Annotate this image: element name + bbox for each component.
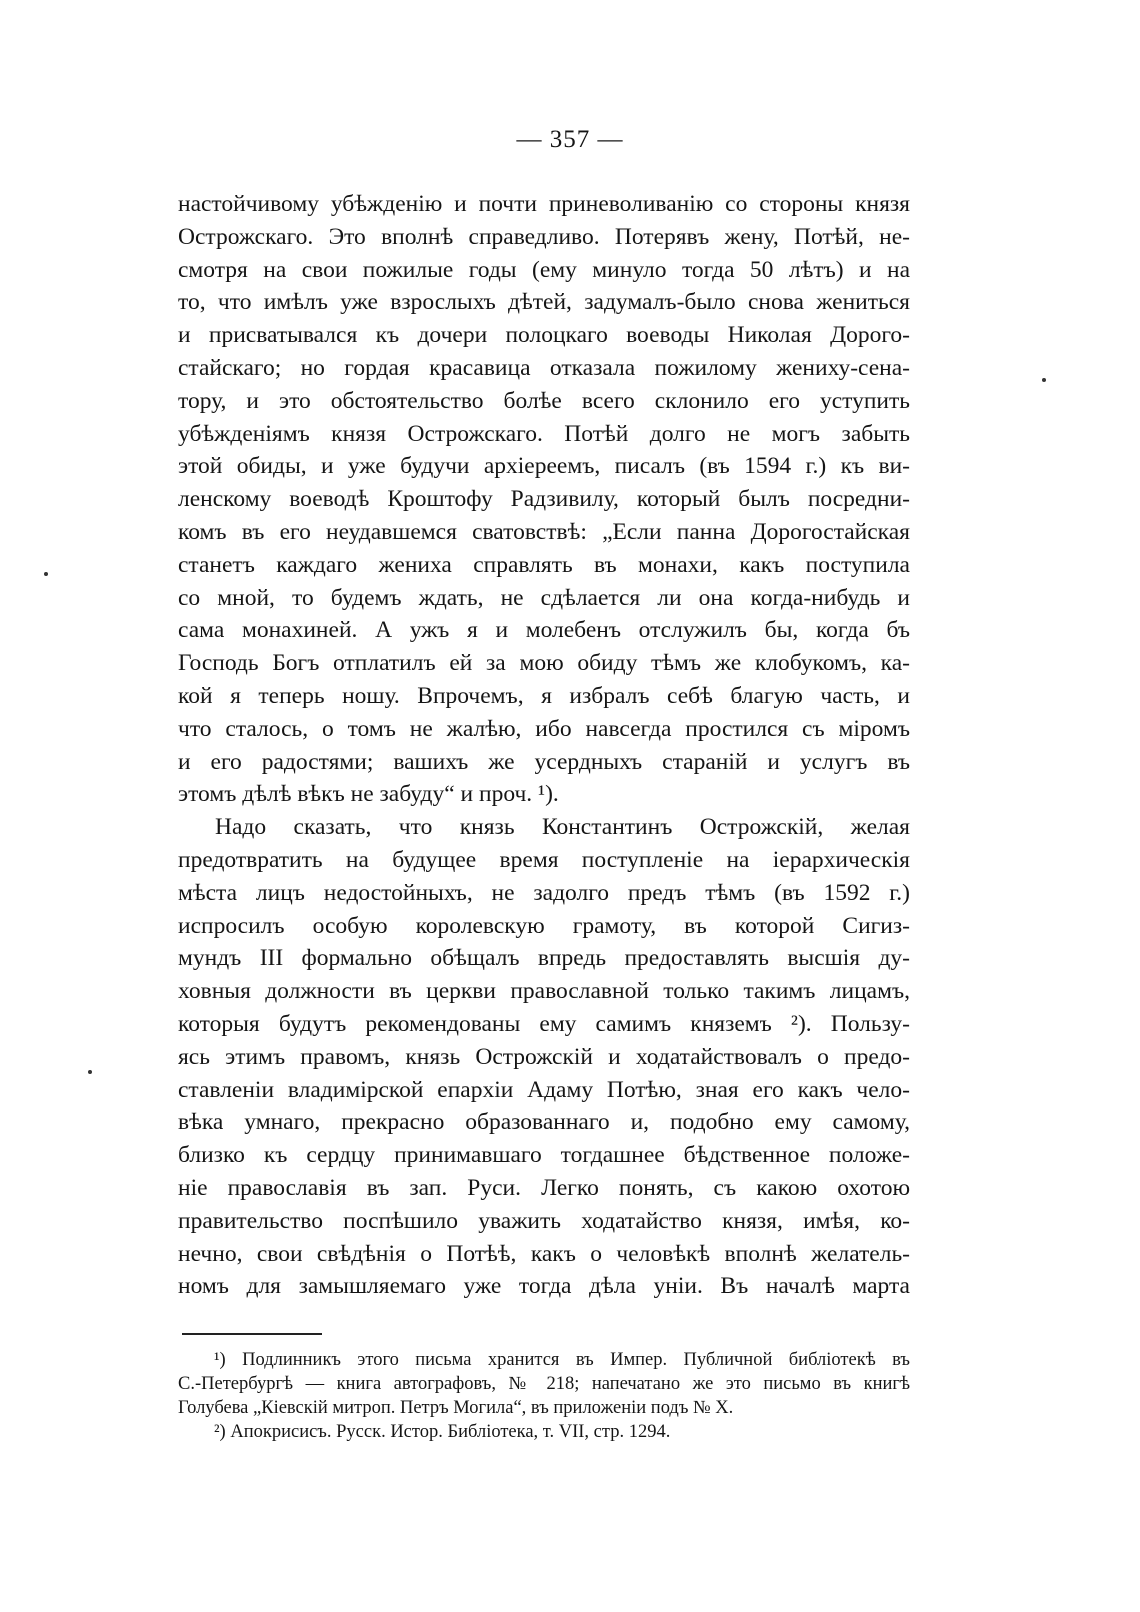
text-line: смотря на свои пожилые годы (ему минуло тогда 50 лѣтъ) и на [178,256,910,283]
text-line: стайскаго; но гордая красавица отказала пожилому жениху-сена- [178,354,910,381]
paragraph-2 [178,811,910,1303]
text-line: близко къ сердцу принимавшаго тогдашнее бѣдственное положе- [178,1142,910,1169]
page-number: — 357 — [516,126,624,153]
text-line: то, что имѣлъ уже взрослыхъ дѣтей, задумалъ-было снова жениться [178,289,910,316]
main-text [178,188,910,1303]
text-line: тору, и это обстоятельство болѣе всего склонило его уступить [178,387,910,414]
text-line: настойчивому убѣжденію и почти приневоливанію со стороны князя [178,191,910,217]
scan-speck [44,572,48,576]
text-line: и его радостями; вашихъ же усердныхъ стараній и услугъ въ [178,748,910,775]
text-line: номъ для замышляемаго уже тогда дѣла уніи. Въ началѣ марта [178,1273,910,1300]
text-line: испросилъ особую королевскую грамоту, въ которой Сигиз- [178,912,910,939]
text-line: этой обиды, и уже будучи архіереемъ, писалъ (въ 1594 г.) къ ви- [178,453,910,480]
text-line: ясь этимъ правомъ, князь Острожскій и ходатайствовалъ о предо- [178,1043,910,1070]
text-line: правительство поспѣшило уважить ходатайство князя, имѣя, ко- [178,1207,910,1234]
text-line: ховныя должности въ церкви православной только такимъ лицамъ, [178,978,910,1005]
text-line: комъ въ его неудавшемся сватовствѣ: „Если панна Дорогостайская [178,518,910,545]
footnote-1-line: Голубева „Кіевскій митроп. Петръ Могила“, въ приложеніи подъ № X. [178,1398,734,1418]
text-line: ніе православія въ зап. Руси. Легко понять, съ какою охотою [178,1174,910,1201]
text-line: этомъ дѣлѣ вѣкъ не забуду“ и проч. ¹). [178,781,559,808]
footnote-1-line: С.-Петербургѣ — книга автографовъ, № 218; напечатано же это письмо въ книгѣ [178,1374,910,1394]
paragraph-1 [178,188,910,811]
footnote-2: ²) Апокрисисъ. Русск. Истор. Библіотека, т. VII, стр. 1294. [214,1422,671,1442]
text-line: ленскому воеводѣ Кроштофу Радзивилу, который былъ посредни- [178,486,910,513]
text-line: предотвратить на будущее время поступленіе на іерархическія [178,846,910,873]
text-line: кой я теперь ношу. Впрочемъ, я избралъ себѣ благую часть, и [178,682,910,709]
text-line: ставленіи владимірской епархіи Адаму Потѣю, зная его какъ чело- [178,1076,910,1103]
text-line: Надо сказать, что князь Константинъ Острожскій, желая [215,814,910,841]
scan-speck [88,1070,92,1074]
text-line: сама монахиней. А ужъ я и молебенъ отслужилъ бы, когда бъ [178,617,910,644]
footnote-1-line: ¹) Подлинникъ этого письма хранится въ Импер. Публичной библіотекѣ въ [214,1350,910,1370]
text-line: мѣста лицъ недостойныхъ, не задолго предъ тѣмъ (въ 1592 г.) [178,879,910,906]
scan-speck [1042,378,1046,382]
text-line: что сталось, о томъ не жалѣю, ибо навсегда простился съ міромъ [178,715,910,742]
text-line: Господь Богъ отплатилъ ей за мою обиду тѣмъ же клобукомъ, ка- [178,650,910,677]
footnotes [178,1348,910,1444]
text-line: вѣка умнаго, прекрасно образованнаго и, подобно ему самому, [178,1109,910,1136]
text-line: нечно, свои свѣдѣнія о Потѣѣ, какъ о человѣкѣ вполнѣ желатель- [178,1240,910,1267]
text-line: мундъ III формально обѣщалъ впредь предоставлять высшія ду- [178,945,910,972]
text-line: и присватывался къ дочери полоцкаго воеводы Николая Дорого- [178,322,910,349]
text-line: станетъ каждаго жениха справлять въ монахи, какъ поступила [178,551,910,578]
text-line: убѣжденіямъ князя Острожскаго. Потѣй долго не могъ забыть [178,420,910,447]
text-line: Острожскаго. Это вполнѣ справедливо. Потерявъ жену, Потѣй, не- [178,223,910,250]
text-line: со мной, то будемъ ждать, не сдѣлается ли она когда-нибудь и [178,584,910,611]
footnote-divider [182,1333,322,1335]
text-line: которыя будутъ рекомендованы ему самимъ княземъ ²). Пользу- [178,1010,910,1037]
